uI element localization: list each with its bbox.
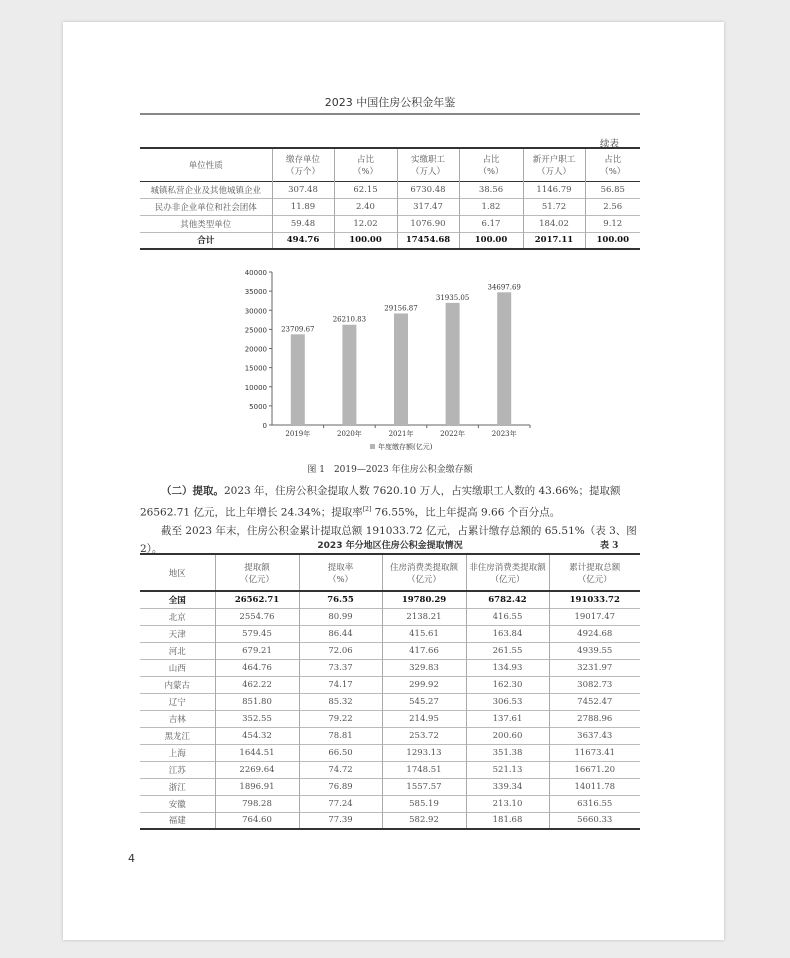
table-cell: 民办非企业单位和社会团体: [154, 202, 257, 213]
table-cell: 5660.33: [549, 812, 640, 829]
table-row: [140, 608, 640, 625]
table-cell: 77.24: [299, 795, 382, 812]
table-cell: 2.40: [334, 198, 397, 215]
table-cell: 253.72: [382, 727, 466, 744]
table-cell: 江苏: [168, 765, 186, 776]
table-cell: 19780.29: [382, 591, 466, 608]
table-cell: 吉林: [168, 714, 186, 725]
footnote-ref[interactable]: [2]: [362, 505, 372, 513]
y-tick-label: 25000: [244, 326, 267, 335]
header-text: 提取率: [327, 562, 354, 573]
table-cell: 26562.71: [215, 591, 299, 608]
header-text: 缴存单位: [285, 154, 320, 165]
table-cell: 679.21: [215, 642, 299, 659]
table-cell: 76.89: [299, 778, 382, 795]
figure-caption: 图 1 2019—2023 年住房公积金缴存额: [307, 465, 473, 475]
table-cell: 河北: [168, 646, 186, 657]
header-text: 地区: [168, 568, 186, 579]
y-tick-label: 35000: [244, 288, 267, 297]
table-cell: 80.99: [299, 608, 382, 625]
table-title: 2023 年分地区住房公积金提取情况: [317, 541, 463, 551]
table-cell: 261.55: [466, 642, 549, 659]
header-text: （万人）: [536, 166, 571, 177]
table-cell: 2.56: [585, 198, 640, 215]
table-cell: 163.84: [466, 625, 549, 642]
column-header: [299, 554, 382, 591]
header-text: （%）: [478, 166, 504, 177]
header-text: （亿元）: [490, 574, 525, 585]
bar: [394, 313, 408, 425]
table-cell: 1076.90: [397, 215, 459, 232]
table-row: [140, 795, 640, 812]
legend-swatch: [370, 444, 375, 449]
y-tick-label: 10000: [244, 383, 267, 392]
table-cell: 74.72: [299, 761, 382, 778]
header-text: （亿元）: [577, 574, 612, 585]
table-cell: 9.12: [585, 215, 640, 232]
table-cell: 全国: [168, 595, 186, 606]
table-cell: 6316.55: [549, 795, 640, 812]
header-text: （万人）: [410, 166, 445, 177]
table-row: [140, 744, 640, 761]
table-number: 表 3: [600, 541, 619, 551]
table-cell: 2788.96: [549, 710, 640, 727]
bar: [291, 334, 305, 425]
table-cell: 191033.72: [549, 591, 640, 608]
table-cell: 2138.21: [382, 608, 466, 625]
table-cell: 299.92: [382, 676, 466, 693]
y-tick-label: 40000: [244, 269, 267, 277]
table-cell: 339.34: [466, 778, 549, 795]
table-cell: 214.95: [382, 710, 466, 727]
y-tick-label: 20000: [244, 345, 267, 354]
table-row: [140, 761, 640, 778]
table-cell: 200.60: [466, 727, 549, 744]
column-header: [382, 554, 466, 591]
table-cell: 134.93: [466, 659, 549, 676]
table-cell: 1896.91: [215, 778, 299, 795]
header-text: 新开户职工: [532, 154, 576, 165]
table-cell: 4924.68: [549, 625, 640, 642]
table-cell: 86.44: [299, 625, 382, 642]
column-header: [466, 554, 549, 591]
header-text: 单位性质: [188, 160, 223, 171]
table-cell: 59.48: [272, 215, 334, 232]
table-cell: 317.47: [397, 198, 459, 215]
data-label: 31935.05: [435, 293, 470, 302]
table-cell: 213.10: [466, 795, 549, 812]
table-cell: 306.53: [466, 693, 549, 710]
table-cell: 851.80: [215, 693, 299, 710]
table-cell: 78.81: [299, 727, 382, 744]
table-cell: 307.48: [272, 181, 334, 198]
table-cell: 76.55: [299, 591, 382, 608]
table-row: [140, 778, 640, 795]
table-cell: 17454.68: [397, 232, 459, 249]
table-cell: 2017.11: [523, 232, 585, 249]
table-cell: 798.28: [215, 795, 299, 812]
column-header: [272, 148, 334, 181]
table-cell: 56.85: [585, 181, 640, 198]
table-cell: 162.30: [466, 676, 549, 693]
x-tick-label: 2019年: [285, 430, 311, 438]
table-cell: 582.92: [382, 812, 466, 829]
column-header: [549, 554, 640, 591]
table-cell: 521.13: [466, 761, 549, 778]
table-cell: 14011.78: [549, 778, 640, 795]
table-cell: 2554.76: [215, 608, 299, 625]
data-label: 26210.83: [332, 315, 367, 324]
column-header: [459, 148, 523, 181]
column-header: [215, 554, 299, 591]
table-cell: 38.56: [459, 181, 523, 198]
table-cell: 19017.47: [549, 608, 640, 625]
table-cell: 77.39: [299, 812, 382, 829]
table-cell: 合计: [197, 236, 215, 247]
header-text: 累计提取总额: [569, 562, 621, 573]
table-cell: 6782.42: [466, 591, 549, 608]
table-cell: 351.38: [466, 744, 549, 761]
table-cell: 100.00: [585, 232, 640, 249]
table-cell: 494.76: [272, 232, 334, 249]
table-cell: 66.50: [299, 744, 382, 761]
paragraph-text: 2023 年，住房公积金提取人数 7620.10 万人，占实缴职工人数的 43.66%；提取额 26562.71 亿元，比上年增长 24.34%；提取率: [140, 485, 621, 518]
legend-label: 年度缴存额(亿元): [378, 443, 433, 451]
table-cell: 上海: [168, 748, 186, 759]
table-row: [140, 625, 640, 642]
table-cell: 585.19: [382, 795, 466, 812]
table-cell: 85.32: [299, 693, 382, 710]
table-row: [140, 812, 640, 829]
x-tick-label: 2020年: [336, 430, 362, 438]
deposit-bar-chart: [230, 262, 550, 462]
table-cell: 12.02: [334, 215, 397, 232]
table-cell: 2269.64: [215, 761, 299, 778]
table-cell: 北京: [168, 612, 186, 623]
column-header: [523, 148, 585, 181]
table-cell: 福建: [168, 816, 186, 827]
table-cell: 其他类型单位: [180, 219, 232, 230]
table-cell: 72.06: [299, 642, 382, 659]
data-label: 23709.67: [281, 325, 315, 334]
table-continued-label: 续表: [600, 139, 620, 150]
table-header-row: [140, 554, 640, 591]
header-text: 住房消费类提取额: [389, 562, 458, 573]
table-cell: 天津: [168, 629, 186, 640]
header-text: （亿元）: [239, 574, 274, 585]
header-text: 实缴职工: [410, 154, 445, 165]
regional-withdrawal-table: [140, 553, 640, 830]
header-text: （%）: [327, 574, 354, 585]
table-cell: 黑龙江: [164, 731, 190, 742]
table-cell: 100.00: [459, 232, 523, 249]
table-cell: 1146.79: [523, 181, 585, 198]
header-text: （%）: [600, 166, 626, 177]
table-cell: 416.55: [466, 608, 549, 625]
header-text: （万个）: [285, 166, 320, 177]
table-cell: 764.60: [215, 812, 299, 829]
table-cell: 181.68: [466, 812, 549, 829]
y-tick-label: 15000: [244, 364, 267, 373]
table-cell: 6.17: [459, 215, 523, 232]
table-cell: 74.17: [299, 676, 382, 693]
table-cell: 329.83: [382, 659, 466, 676]
table-cell: 6730.48: [397, 181, 459, 198]
table-row: [140, 710, 640, 727]
total-row: [140, 232, 640, 249]
table-cell: 79.22: [299, 710, 382, 727]
header-text: 提取额: [244, 562, 270, 573]
table-cell: 137.61: [466, 710, 549, 727]
table-row: [140, 727, 640, 744]
table-cell: 1293.13: [382, 744, 466, 761]
table-cell: 454.32: [215, 727, 299, 744]
column-header: [397, 148, 459, 181]
table-cell: 4939.55: [549, 642, 640, 659]
table-cell: 内蒙古: [164, 680, 190, 691]
table-cell: 11673.41: [549, 744, 640, 761]
bar: [497, 292, 511, 425]
table-cell: 16671.20: [549, 761, 640, 778]
column-header: [140, 148, 272, 181]
header-text: 占比: [604, 154, 622, 165]
bar: [342, 325, 356, 425]
section-lead: （二）提取。: [161, 485, 224, 497]
header-text: 占比: [482, 154, 500, 165]
x-tick-label: 2023年: [491, 430, 517, 438]
running-header: 2023 中国住房公积金年鉴: [324, 96, 456, 109]
table-row: [140, 642, 640, 659]
column-header: [140, 554, 215, 591]
table-cell: 464.76: [215, 659, 299, 676]
bar: [446, 303, 460, 425]
header-text: （亿元）: [406, 574, 441, 585]
table-row: [140, 215, 640, 232]
table-cell: 辽宁: [168, 697, 186, 708]
data-label: 34697.69: [487, 283, 521, 292]
table-row: [140, 676, 640, 693]
table-cell: 62.15: [334, 181, 397, 198]
table-cell: 100.00: [334, 232, 397, 249]
table-cell: 417.66: [382, 642, 466, 659]
table-cell: 3231.97: [549, 659, 640, 676]
table-cell: 462.22: [215, 676, 299, 693]
table-cell: 579.45: [215, 625, 299, 642]
y-tick-label: 30000: [244, 307, 267, 316]
x-tick-label: 2021年: [388, 430, 414, 438]
table-cell: 1748.51: [382, 761, 466, 778]
header-text: 非住房消费类提取额: [469, 562, 546, 573]
table-cell: 城镇私营企业及其他城镇企业: [150, 185, 261, 196]
table-cell: 51.72: [523, 198, 585, 215]
table-cell: 3637.43: [549, 727, 640, 744]
table-cell: 415.61: [382, 625, 466, 642]
table-cell: 184.02: [523, 215, 585, 232]
paragraph-text: 76.55%，比上年提高 9.66 个百分点。: [371, 506, 561, 518]
header-text: 占比: [356, 154, 374, 165]
table-cell: 545.27: [382, 693, 466, 710]
table-cell: 安徽: [168, 799, 186, 810]
table-row: [140, 198, 640, 215]
table-row: [140, 693, 640, 710]
y-tick-label: 0: [262, 422, 267, 430]
column-header: [334, 148, 397, 181]
table-cell: 7452.47: [549, 693, 640, 710]
page-number: 4: [128, 852, 135, 865]
x-tick-label: 2022年: [440, 430, 466, 438]
table-cell: 352.55: [215, 710, 299, 727]
table-cell: 11.89: [272, 198, 334, 215]
data-label: 29156.87: [384, 304, 418, 313]
table-header-row: [140, 148, 640, 181]
table-row: [140, 659, 640, 676]
table-row: [140, 181, 640, 198]
column-header: [585, 148, 640, 181]
table-cell: 1644.51: [215, 744, 299, 761]
header-text: （%）: [352, 166, 379, 177]
paragraph-text: 截至 2023 年末，住房公积金累计提取总额 191033.72 亿元，占累计缴存总额的 65.51%（表 3、图 2）。: [140, 524, 637, 555]
table-cell: 1557.57: [382, 778, 466, 795]
header-rule: [140, 113, 640, 115]
y-tick-label: 5000: [249, 402, 267, 411]
table-cell: 3082.73: [549, 676, 640, 693]
table-cell: 山西: [168, 663, 186, 674]
table-cell: 浙江: [168, 782, 186, 793]
unit-type-table: [140, 147, 640, 250]
total-row: [140, 591, 640, 608]
table-cell: 1.82: [459, 198, 523, 215]
table-cell: 73.37: [299, 659, 382, 676]
